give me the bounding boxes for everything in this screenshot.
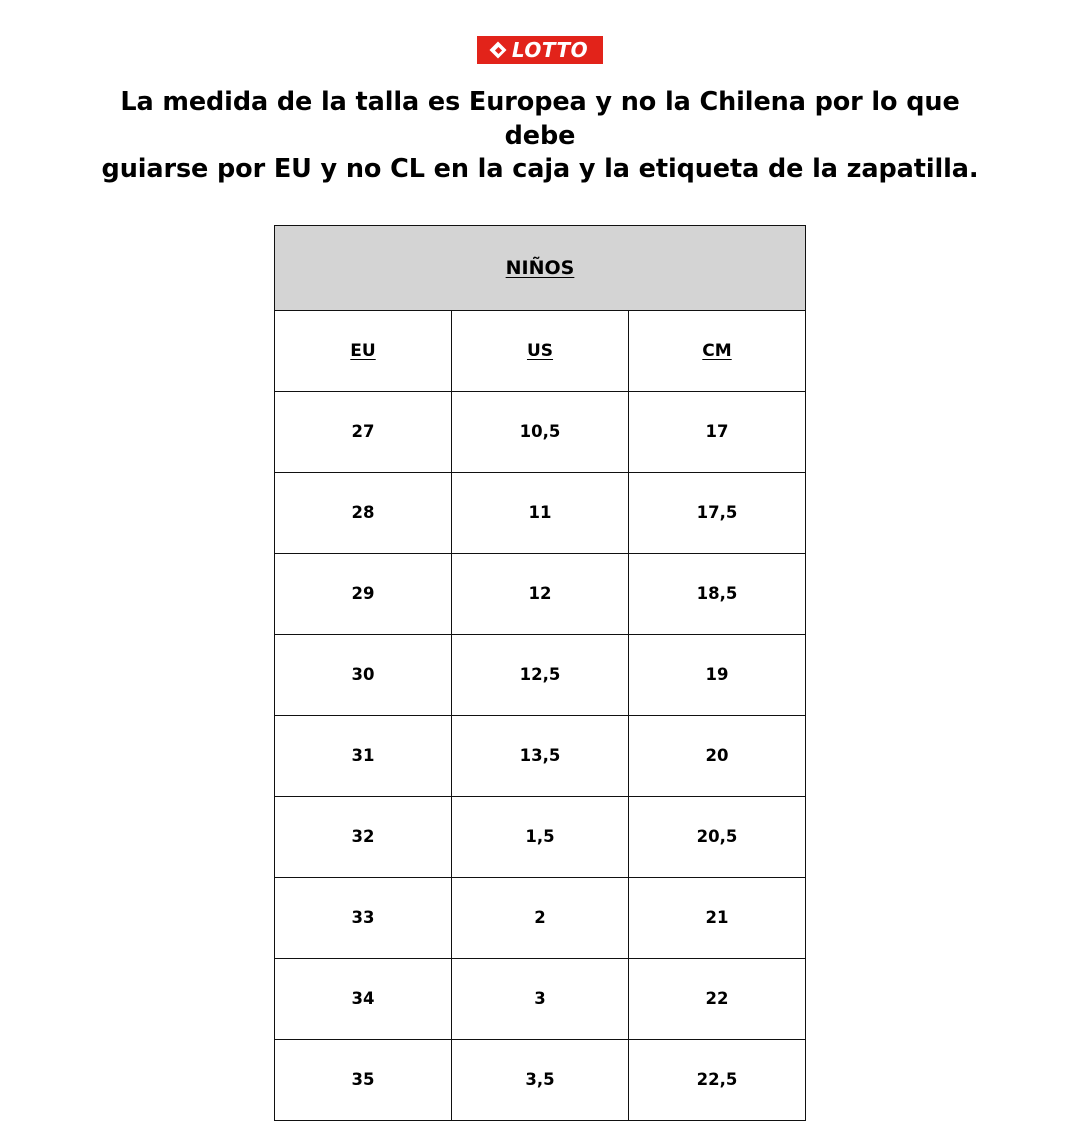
cell-cm: 20,5 xyxy=(629,796,806,877)
table-title-cell xyxy=(275,225,806,310)
cell-eu: 30 xyxy=(275,634,452,715)
cell-eu: 29 xyxy=(275,553,452,634)
cell-us: 10,5 xyxy=(452,391,629,472)
cell-us: 12,5 xyxy=(452,634,629,715)
table-row xyxy=(275,796,806,877)
lotto-logo-text: LOTTO xyxy=(511,38,589,62)
table-row xyxy=(275,877,806,958)
cell-eu: 27 xyxy=(275,391,452,472)
cell-cm: 20 xyxy=(629,715,806,796)
column-header-cm: CM xyxy=(629,310,806,391)
brand-logo xyxy=(0,0,1080,64)
cell-cm: 21 xyxy=(629,877,806,958)
cell-eu: 33 xyxy=(275,877,452,958)
table-row xyxy=(275,472,806,553)
column-header-us: US xyxy=(452,310,629,391)
table-header-row xyxy=(275,310,806,391)
lotto-logo-badge xyxy=(477,36,603,64)
cell-us: 12 xyxy=(452,553,629,634)
page-title xyxy=(90,86,990,187)
cell-eu: 31 xyxy=(275,715,452,796)
cell-cm: 18,5 xyxy=(629,553,806,634)
cell-us: 2 xyxy=(452,877,629,958)
table-title-text: NIÑOS xyxy=(505,256,575,279)
table-row xyxy=(275,715,806,796)
headline-line-1: La medida de la talla es Europea y no la Chilena por lo que debe xyxy=(120,87,960,151)
table-row xyxy=(275,958,806,1039)
cell-us: 1,5 xyxy=(452,796,629,877)
cell-cm: 19 xyxy=(629,634,806,715)
cell-cm: 17 xyxy=(629,391,806,472)
size-table xyxy=(274,225,806,1121)
size-table-container xyxy=(274,225,806,1121)
cell-us: 3,5 xyxy=(452,1039,629,1120)
table-title-row xyxy=(275,225,806,310)
cell-cm: 22 xyxy=(629,958,806,1039)
table-row xyxy=(275,391,806,472)
column-header-eu: EU xyxy=(275,310,452,391)
cell-us: 11 xyxy=(452,472,629,553)
cell-eu: 28 xyxy=(275,472,452,553)
table-row xyxy=(275,634,806,715)
cell-eu: 32 xyxy=(275,796,452,877)
cell-cm: 17,5 xyxy=(629,472,806,553)
table-row xyxy=(275,553,806,634)
cell-us: 13,5 xyxy=(452,715,629,796)
cell-cm: 22,5 xyxy=(629,1039,806,1120)
cell-eu: 35 xyxy=(275,1039,452,1120)
cell-eu: 34 xyxy=(275,958,452,1039)
headline-line-2: guiarse por EU y no CL en la caja y la etiqueta de la zapatilla. xyxy=(101,154,979,185)
lotto-diamond-icon xyxy=(490,42,507,59)
cell-us: 3 xyxy=(452,958,629,1039)
